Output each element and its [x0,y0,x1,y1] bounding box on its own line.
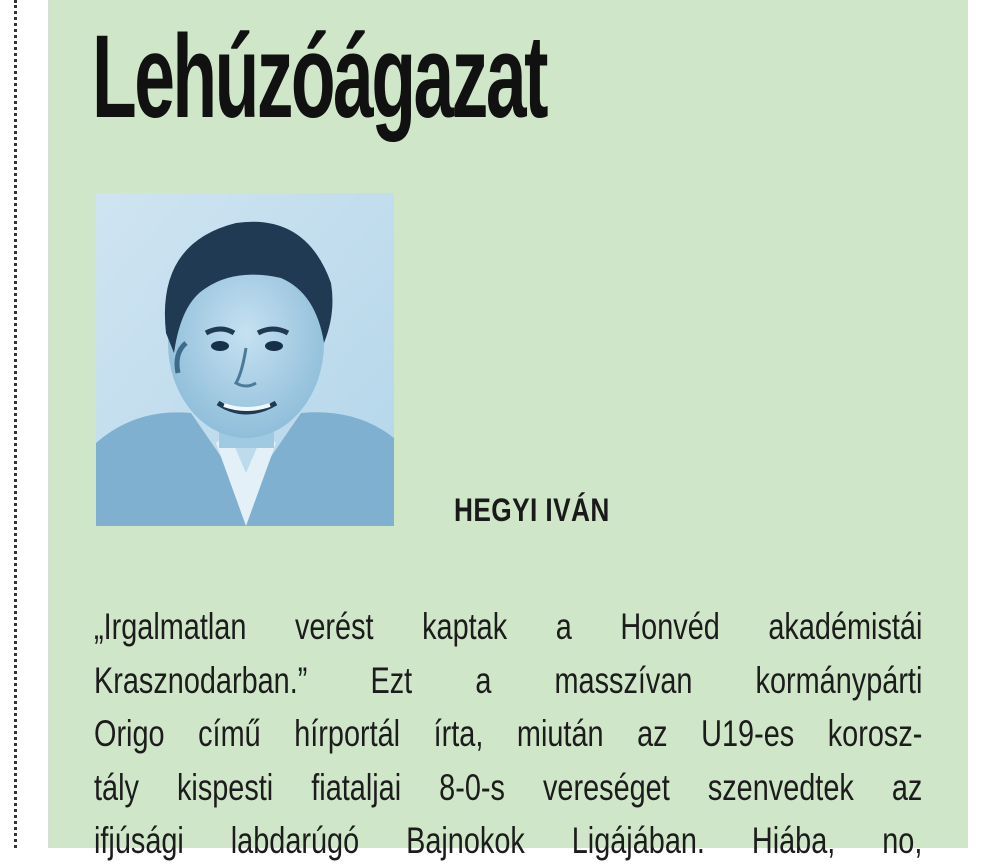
body-line: „Irgalmatlan verést kaptak a Honvéd akadémistái [94,606,923,647]
headline: Lehúzóágazat [92,11,546,143]
body-line: tály kispesti fiataljai 8-0-s vereséget szenvedtek az [94,766,923,808]
page-margin [968,0,1000,848]
dotted-divider [14,0,17,848]
body-line: ifjúsági labdarúgó Bajnokok Ligájában. Hiába, no, [94,820,923,861]
author-byline: HEGYI IVÁN [454,492,610,528]
author-photo [96,193,394,526]
article-body [94,600,922,868]
body-line: Origo című hírportál írta, miután az U19-es korosz- [94,713,923,754]
opinion-column [50,0,968,861]
body-line: Krasznodarban.” Ezt a masszívan kormánypárti [94,659,923,701]
